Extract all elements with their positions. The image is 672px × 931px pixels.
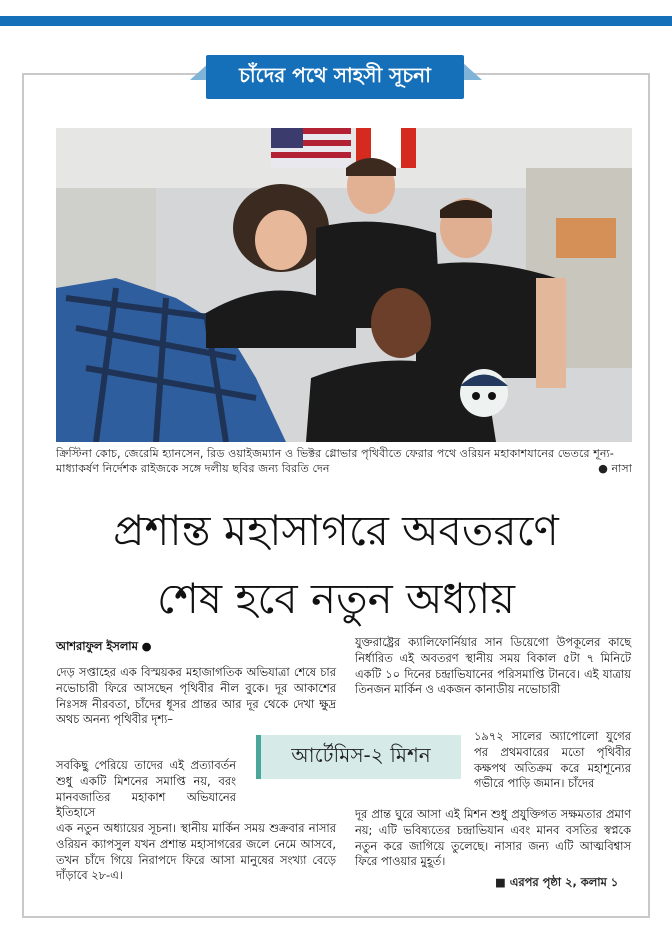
- byline-author: আশরাফুল ইসলাম: [56, 639, 138, 653]
- photo-caption: [56, 446, 632, 476]
- photo-credit: ● নাসা: [598, 462, 632, 475]
- byline-dot: ●: [141, 639, 152, 653]
- column-2-paragraph-1: যুক্তরাষ্ট্রের ক্যালিফোর্নিয়ার সান ডিয়েগো উপকূলের কাছে নির্ধারিত এই অবতরণ স্থানীয় সময় বিকাল ৫টা ৭ মিনিটে একটি ১০ দিনের চন্দ্রাভিযানের পরিসমাপ্তি টানবে। এই যাত্রায় তিনজন মার্কিন ও একজন কানাডীয় নভোচারী: [355, 635, 631, 697]
- caption-text: ক্রিস্টিনা কোচ, জেরেমি হ্যানসেন, রিড ওয়াইজম্যান ও ভিক্টর গ্লোভার পৃথিবীতে ফেরার পথে ওরিয়ন মহাকাশযানের ভেতরে শূন্য-মাধ্যাকর্ষণ নির্দেশক রাইজকে সঙ্গে দলীয় ছবির জন্য বিরতি দেন: [56, 447, 614, 475]
- headline-line-2: শেষ হবে নতুন অধ্যায়: [156, 574, 516, 623]
- continued-on-page: ■ এরপর পৃষ্ঠা ২, কলাম ১: [495, 875, 619, 889]
- headline-line-1: প্রশান্ত মহাসাগরে অবতরণে: [113, 506, 559, 555]
- column-2-paragraph-2: ১৯৭২ সালের অ্যাপোলো যুগের পর প্রথমবারের মতো পৃথিবীর কক্ষপথ অতিক্রম করে মহাশূন্যের গভীরে পাড়ি জমান। চাঁদের: [474, 729, 631, 791]
- astronaut-crew-photo: [56, 128, 632, 442]
- column-1-paragraph-2: সবকিছু পেরিয়ে তাদের এই প্রত্যাবর্তন শুধু একটি মিশনের সমাপ্তি নয়, বরং মানবজাতির মহাকাশ অভিযানের ইতিহাসে: [56, 758, 236, 820]
- byline: [56, 639, 336, 655]
- kicker-ribbon-right: [462, 62, 482, 80]
- section-kicker: চাঁদের পথে সাহসী সূচনা: [206, 55, 464, 99]
- column-1-paragraph-3: এক নতুন অধ্যায়ের সূচনা। স্থানীয় মার্কিন সময় শুক্রবার নাসার ওরিয়ন ক্যাপসুল যখন প্রশান্ত মহাসাগরের জলে নেমে আসবে, তখন চাঁদে গিয়ে নিরাপদে ফিরে আসা মানুষের সংখ্যা বেড়ে দাঁড়াবে ২৮-এ।: [56, 821, 336, 883]
- column-2-paragraph-3: দূর প্রান্ত ঘুরে আসা এই মিশন শুধু প্রযুক্তিগত সক্ষমতার প্রমাণ নয়; এটি ভবিষ্যতের চন্দ্রাভিযান এবং মানব বসতির স্বপ্নকে নতুন করে জাগিয়ে তুলেছে। নাসার জন্য এটি আত্মবিশ্বাস ফিরে পাওয়ার মুহূর্ত।: [355, 807, 631, 869]
- top-color-bar: [0, 16, 672, 26]
- column-1-paragraph-1: দেড় সপ্তাহের এক বিস্ময়কর মহাজাগতিক অভিযাত্রা শেষে চার নভোচারী ফিরে আসছেন পৃথিবীর নীল বুকে। দূর আকাশের নিঃসঙ্গ নীরবতা, চাঁদের ধূসর প্রান্তর আর দূর থেকে দেখা ক্ষুদ্র অথচ অনন্য পৃথিবীর দৃশ্য–: [56, 665, 336, 727]
- mission-label-box: আর্টেমিস-২ মিশন: [256, 735, 461, 779]
